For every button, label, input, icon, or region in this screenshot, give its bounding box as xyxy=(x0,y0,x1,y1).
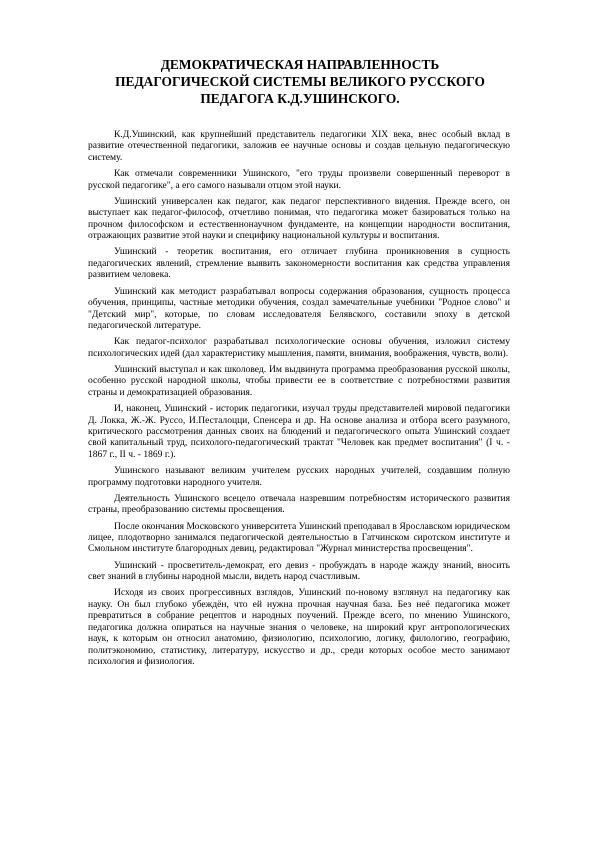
paragraph: Ушинский - теоретик воспитания, его отличает глубина проникновения в сущность педагогических явлений, стремление выявить закономерности воспитания как средства управления развитием человека. xyxy=(88,246,510,281)
paragraph: Как педагог-психолог разрабатывал психологические основы обучения, изложил систему психологических идей (дал характеристику мышления, памяти, внимания, воображения, чувств, воли). xyxy=(88,336,510,359)
paragraph: После окончания Московского университета Ушинский преподавал в Ярославском юридическом лицее, плодотворно занимался педагогической деятельностью в Гатчинском сиротском институте и Смольном институте благородных девиц, редактировал "Журнал министерства просвещения". xyxy=(88,520,510,555)
paragraph: Ушинский выступал и как школовед. Им выдвинута программа преобразования русской школы, особенно русской народной школы, чтобы привести ее в соответствие с потребностями развития страны и демократизацией образования. xyxy=(88,363,510,398)
title-line-3: ПЕДАГОГА К.Д.УШИНСКОГО. xyxy=(200,91,400,106)
paragraph: Ушинского называют великим учителем русских народных учителей, создавшим полную программу подготовки народного учителя. xyxy=(88,465,510,488)
title-line-2: ПЕДАГОГИЧЕСКОЙ СИСТЕМЫ ВЕЛИКОГО РУССКОГО xyxy=(115,74,485,89)
paragraph: Ушинский как методист разрабатывал вопросы содержания образования, сущность процесса обучения, принципы, частные методики обучения, создал замечательные учебники "Родное слово" и "Детский мир", которые, по словам исследователя Белявского, составили эпоху в детской педагогической литературе. xyxy=(88,285,510,331)
document-title xyxy=(80,56,520,107)
paragraph: Исходя из своих прогрессивных взглядов, Ушинский по-новому взглянул на педагогику как науку. Он был глубоко убеждён, что ей нужна прочная научная база. Без неё педагогика может превратиться в собрание рецептов и народных поучений. Прежде всего, по мнению Ушинского, педагогика должна опираться на научные знания о человеке, на широкий круг антропологических наук, к которым он относил анатомию, физиологию, психологию, логику, филологию, географию, политэкономию, статистику, литературу, искусство и др., среди которых особое место занимают психология и физиология. xyxy=(88,587,510,668)
paragraph: Ушинский универсален как педагог, как педагог перспективного видения. Прежде всего, он выступает как педагог-философ, отчетливо понимая, что педагогика может базироваться только на прочном философском и естественнонаучном фундаменте, на концепции народности воспитания, отражающих развитие этой науки и специфику национальной культуры и воспитания. xyxy=(88,195,510,242)
paragraph: Ушинский - просветитель-демократ, его девиз - пробуждать в народе жажду знаний, вносить свет знаний в глубины народной мысли, видеть народ счастливым. xyxy=(88,559,510,583)
paragraph: И, наконец, Ушинский - историк педагогики, изучал труды представителей мировой педагогики Д. Локка, Ж.-Ж. Руссо, И.Песталоцци, Спенсера и др. На основе анализа и отбора всего разумного, критического рассмотрения данных своих на блюдений и педагогического опыта Ушинский создает свой капитальный труд, психолого-педагогический трактат "Человек как предмет воспитания" (I ч. - 1867 г., II ч. - 1869 г.). xyxy=(88,403,510,460)
paragraph: Как отмечали современники Ушинского, "его труды произвели совершенный переворот в русской педагогике", а его самого называли отцом этой науки. xyxy=(88,168,510,191)
title-line-1: ДЕМОКРАТИЧЕСКАЯ НАПРАВЛЕННОСТЬ xyxy=(160,57,440,72)
paragraph: К.Д.Ушинский, как крупнейший представитель педагогики XIX века, внес особый вклад в развитие отечественной педагогики, заложив ее научные основы и создав цельную педагогическую систему. xyxy=(88,129,510,163)
document-body xyxy=(88,129,510,672)
paragraph: Деятельность Ушинского всецело отвечала назревшим потребностям исторического развития страны, преобразованию системы просвещения. xyxy=(88,492,510,516)
